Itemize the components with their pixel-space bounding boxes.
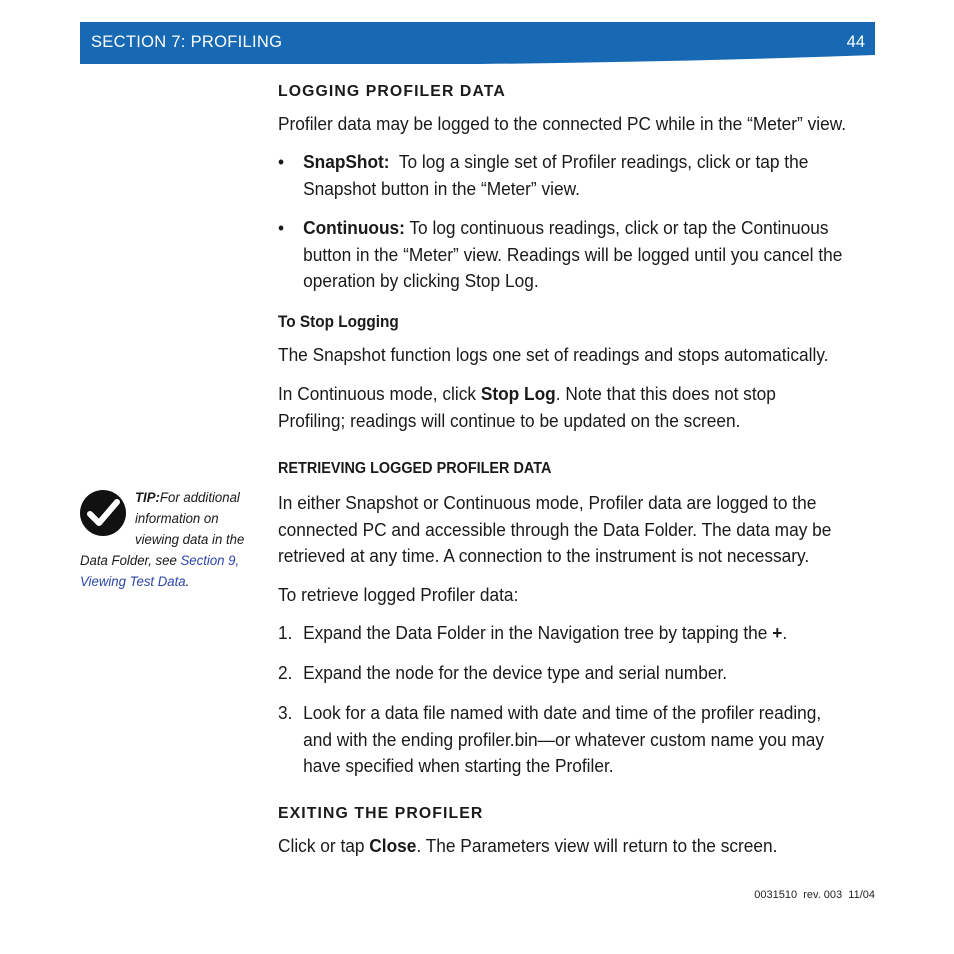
stop-paragraph-1: The Snapshot function logs one set of readings and stops automatically. [278,344,829,365]
viewing-test-data-link[interactable]: Viewing Test Data [80,574,186,590]
tip-line: information on [135,511,219,527]
section-title: SECTION 7: PROFILING [91,33,283,51]
heading-retrieving-logged-data: RETRIEVING LOGGED PROFILER DATA [278,460,552,477]
plus-symbol: + [772,622,783,643]
exit-paragraph [278,833,777,860]
close-term: Close [369,835,417,856]
tip-label: TIP: [135,490,160,506]
bullet-continuous [278,215,842,295]
step-number: 2. [278,662,293,683]
text-run: Data Folder, see [80,553,181,569]
step-text: Look for a data file named with date and time of the profiler reading, [303,702,822,723]
step-text: have specified when starting the Profiler. [303,755,614,777]
bullet-text: operation by clicking Stop Log. [303,270,539,292]
bullet-snapshot [278,149,808,202]
intro-paragraph: Profiler data may be logged to the connected PC while in the “Meter” view. [278,113,847,134]
step-1 [278,620,787,647]
section-9-link[interactable]: Section 9, [180,553,240,569]
heading-exiting-the-profiler: EXITING THE PROFILER [278,805,484,822]
check-circle-icon [80,490,126,536]
step-text: and with the ending profiler.bin—or whatever custom name you may [303,728,825,750]
text-run: Click or tap [278,835,370,856]
step-text: Expand the Data Folder in the Navigation tree by tapping the [303,622,773,643]
bullet-text: To log continuous readings, click or tap the Continuous [404,217,829,238]
stop-paragraph-2 [278,381,776,434]
bullet-term: SnapShot: [303,151,390,172]
step-3 [278,700,824,780]
bullet-text: button in the “Meter” view. Readings will be logged until you cancel the [303,243,843,265]
text-run: In either Snapshot or Continuous mode, Profiler data are logged to the [278,492,817,513]
text-run: connected PC and accessible through the Data Folder. The data may be [278,518,832,540]
text-run: For additional [159,490,240,506]
stop-log-term: Stop Log [480,383,556,404]
step-number: 3. [278,702,293,723]
tip-line [80,572,189,594]
step-text: Expand the node for the device type and serial number. [303,662,728,683]
text-run: retrieved at any time. A connection to the instrument is not necessary. [278,545,810,567]
text-run: . [782,622,788,643]
tip-line [80,551,239,573]
retrieve-intro: To retrieve logged Profiler data: [278,584,519,605]
page-number: 44 [846,33,865,51]
heading-to-stop-logging: To Stop Logging [278,313,399,331]
text-run: . The Parameters view will return to the screen. [416,835,778,856]
bullet-marker: • [278,151,285,172]
bullet-text: Snapshot button in the “Meter” view. [303,177,580,199]
step-2 [278,660,727,687]
retrieve-paragraph [278,490,831,570]
footer-revision: 0031510 rev. 003 11/04 [754,889,875,901]
bullet-term: Continuous: [303,217,405,238]
tip-line [135,488,240,510]
bullet-text: To log a single set of Profiler readings, click or tap the [389,151,809,172]
page-header [80,22,875,64]
tip-line: viewing data in the [135,532,245,548]
text-run: . [185,574,190,590]
text-run: Profiling; readings will continue to be updated on the screen. [278,409,741,431]
heading-logging-profiler-data: LOGGING PROFILER DATA [278,83,506,100]
step-number: 1. [278,622,293,643]
bullet-marker: • [278,217,285,238]
text-run: . Note that this does not stop [555,383,776,404]
text-run: In Continuous mode, click [278,383,481,404]
